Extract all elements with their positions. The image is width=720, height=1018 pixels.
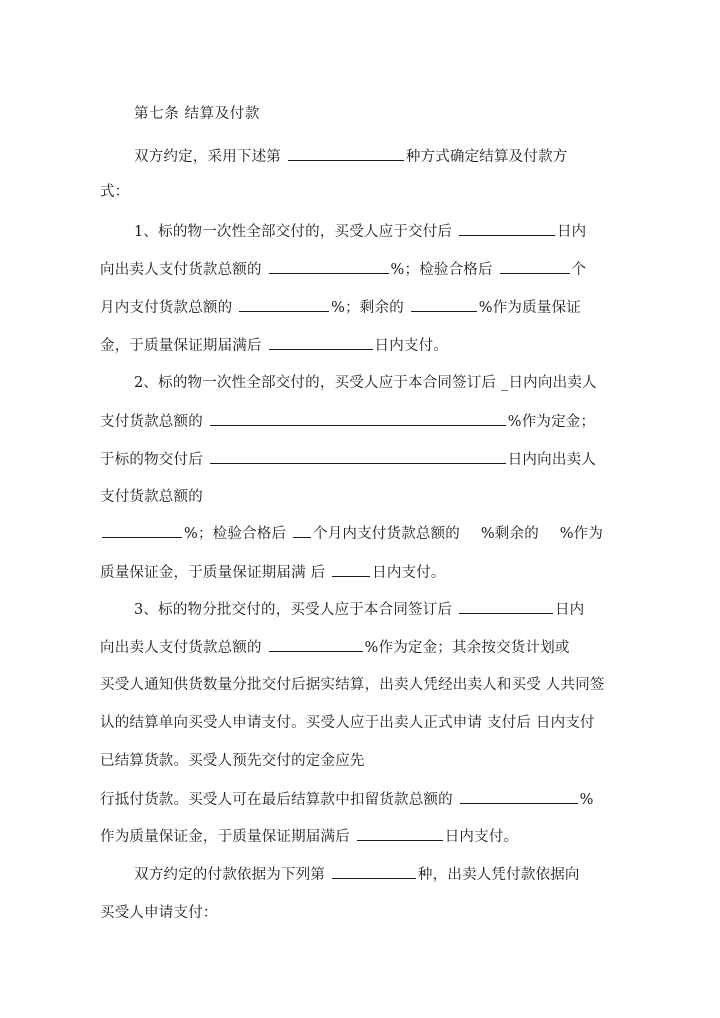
item2-line-4: 支付货款总额的 <box>100 489 203 505</box>
blank[interactable] <box>293 523 311 538</box>
item3-line-6: 行抵付货款。买受人可在最后结算款中扣留货款总额的 % <box>100 789 594 810</box>
item3-line-2: 向出卖人支付货款总额的 %作为定金；其余按交货计划或 <box>100 637 570 658</box>
blank[interactable] <box>411 297 477 312</box>
item3-line-1: 3、标的物分批交付的，买受人应于本合同签订后 日内 <box>134 599 584 620</box>
blank-method[interactable] <box>288 146 404 161</box>
blank[interactable] <box>332 562 370 577</box>
item2-line-2: 支付货款总额的 %作为定金； <box>100 411 595 432</box>
blank[interactable] <box>269 259 389 274</box>
item1-line-1: 1、标的物一次性全部交付的，买受人应于交付后 日内 <box>134 221 586 242</box>
blank[interactable] <box>102 523 182 538</box>
blank[interactable] <box>459 599 553 614</box>
item3-line-3: 买受人通知供货数量分批交付后据实结算，出卖人凭经出卖人和买受 人共同签 <box>100 677 605 693</box>
intro-line-2: 式： <box>100 184 130 200</box>
item1-line-4: 金，于质量保证期届满后 日内支付。 <box>100 335 448 356</box>
blank[interactable] <box>332 864 416 879</box>
item2-line-5: %；检验合格后 个月内支付货款总额的 %剩余的 %作为 <box>100 523 603 544</box>
blank[interactable] <box>500 259 570 274</box>
item2-line-6: 质量保证金，于质量保证期届满 后 日内支付。 <box>100 562 446 583</box>
blank[interactable] <box>460 789 578 804</box>
item2-line-3: 于标的物交付后 日内向出卖人 <box>100 449 596 470</box>
payment-line-2: 买受人申请支付： <box>100 905 218 921</box>
item3-line-4: 认的结算单向买受人申请支付。买受人应于出卖人正式申请 支付后 日内支付 <box>100 715 595 731</box>
article-heading: 第七条 结算及付款 <box>134 106 261 122</box>
blank[interactable] <box>459 221 555 236</box>
item3-line-5: 已结算货款。买受人预先交付的定金应先 <box>100 753 365 769</box>
blank[interactable] <box>269 637 363 652</box>
item3-line-7: 作为质量保证金，于质量保证期届满后 日内支付。 <box>100 826 518 847</box>
blank[interactable] <box>357 826 443 841</box>
item1-line-3: 月内支付货款总额的 %；剩余的 %作为质量保证 <box>100 297 581 318</box>
blank[interactable] <box>239 297 329 312</box>
intro-line-1: 双方约定，采用下述第 种方式确定结算及付款方 <box>134 146 568 167</box>
blank[interactable] <box>210 411 506 426</box>
item2-line-1: 2、标的物一次性全部交付的，买受人应于本合同签订后 _日内向出卖人 <box>134 375 597 391</box>
blank[interactable] <box>210 449 506 464</box>
payment-line-1: 双方约定的付款依据为下列第 种，出卖人凭付款依据向 <box>134 864 580 885</box>
blank[interactable] <box>269 335 373 350</box>
item1-line-2: 向出卖人支付货款总额的 %；检验合格后 个 <box>100 259 586 280</box>
